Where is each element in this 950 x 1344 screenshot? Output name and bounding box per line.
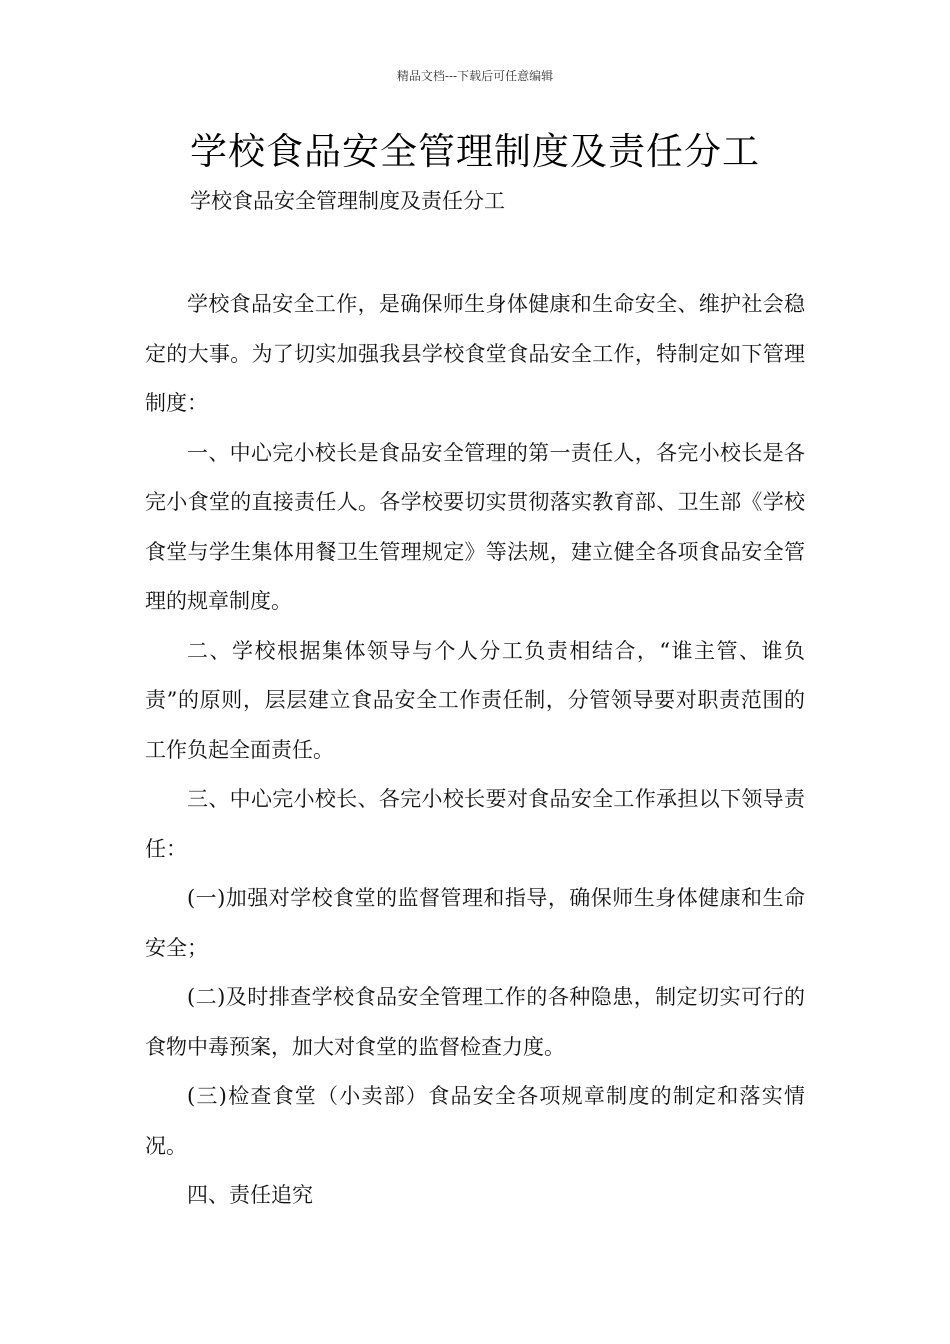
paragraph-section-2: 二、学校根据集体领导与个人分工负责相结合，“谁主管、谁负责”的原则，层层建立食品安全工作责任制，分管领导要对职责范围的工作负起全面责任。 [145, 638, 805, 762]
paragraph-section-3: 三、中心完小校长、各完小校长要对食品安全工作承担以下领导责任： [145, 787, 805, 861]
paragraph-section-4: 四、责任追究 [187, 1183, 313, 1207]
paragraph-item-3: (三)检查食堂（小卖部）食品安全各项规章制度的制定和落实情况。 [145, 1084, 805, 1158]
paragraph-section-1: 一、中心完小校长是食品安全管理的第一责任人，各完小校长是各完小食堂的直接责任人。各学校要切实贯彻落实教育部、卫生部《学校食堂与学生集体用餐卫生管理规定》等法规，建立健全各项食品安全管理的规章制度。 [145, 440, 805, 613]
page-header-note: 精品文档---下载后可任意编辑 [396, 69, 554, 83]
paragraph-item-1: (一)加强对学校食堂的监督管理和指导，确保师生身体健康和生命安全； [145, 886, 805, 960]
document-title: 学校食品安全管理制度及责任分工 [190, 130, 760, 173]
document-body [145, 280, 805, 1221]
paragraph-item-2: (二)及时排查学校食品安全管理工作的各种隐患，制定切实可行的食物中毒预案，加大对食堂的监督检查力度。 [145, 985, 805, 1059]
document-subtitle: 学校食品安全管理制度及责任分工 [190, 189, 505, 213]
paragraph-intro: 学校食品安全工作，是确保师生身体健康和生命安全、维护社会稳定的大事。为了切实加强我县学校食堂食品安全工作，特制定如下管理制度： [145, 292, 805, 415]
